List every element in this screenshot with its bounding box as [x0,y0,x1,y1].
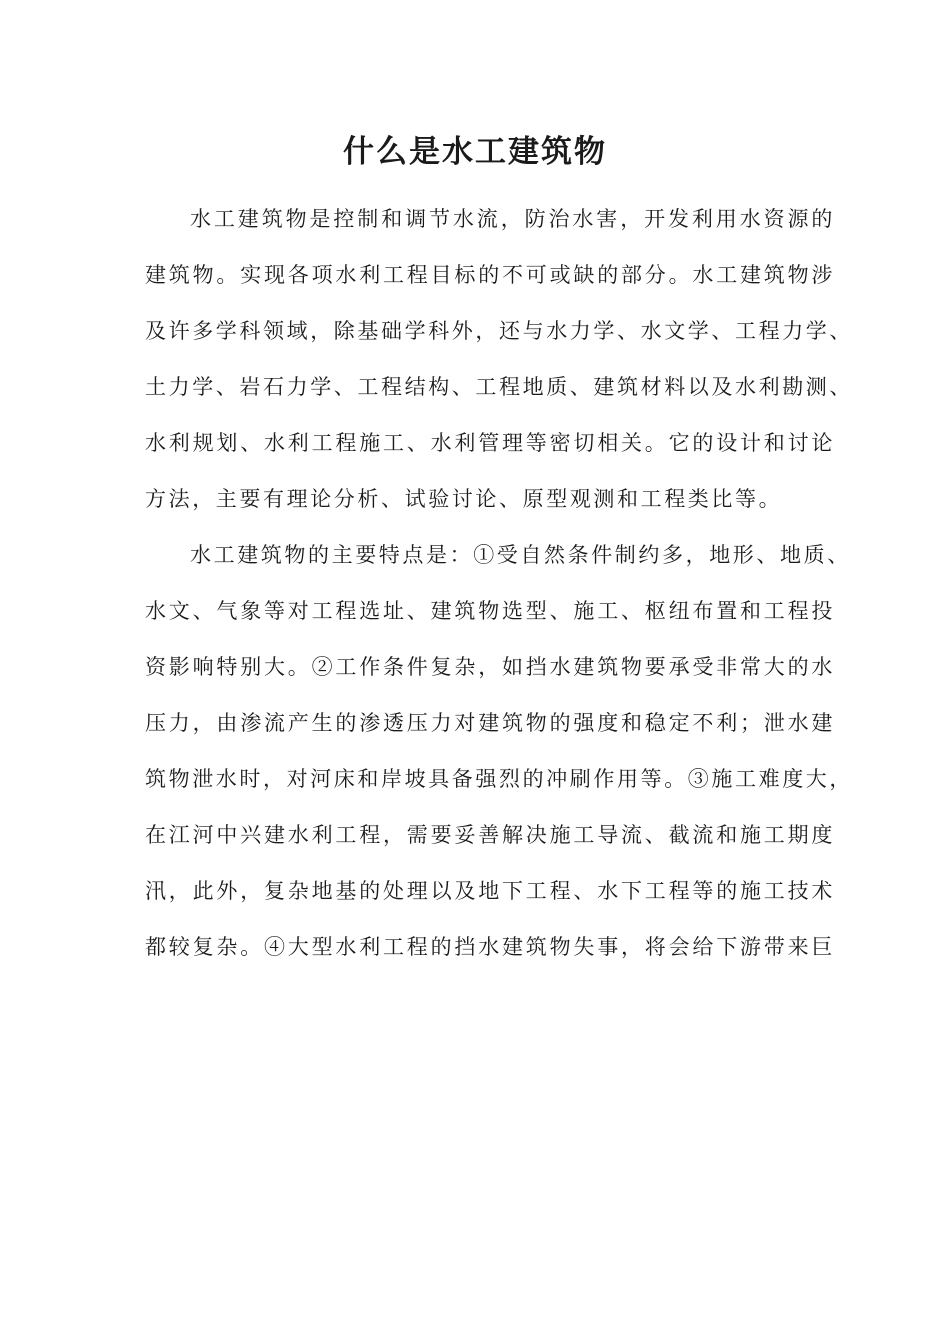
paragraph-2-line-7: 汛，此外，复杂地基的处理以及地下工程、水下工程等的施工技术 [145,879,835,903]
paragraph-1-line-5: 水利规划、水利工程施工、水利管理等密切相关。它的设计和讨论 [145,431,835,455]
paragraph-1-line-2: 建筑物。实现各项水利工程目标的不可或缺的部分。水工建筑物涉 [145,263,835,287]
paragraph-2-line-5: 筑物泄水时，对河床和岸坡具备强烈的冲刷作用等。③施工难度大， [145,767,853,791]
paragraph-1-line-1: 水工建筑物是控制和调节水流，防治水害，开发利用水资源的 [190,207,835,231]
paragraph-2-line-2: 水文、气象等对工程选址、建筑物选型、施工、枢纽布置和工程投 [145,599,835,623]
paragraph-1-line-6: 方法，主要有理论分析、试验讨论、原型观测和工程类比等。 [145,487,783,511]
paragraph-1-line-3: 及许多学科领域，除基础学科外，还与水力学、水文学、工程力学、 [145,319,853,343]
paragraph-2-line-8: 都较复杂。④大型水利工程的挡水建筑物失事，将会给下游带来巨 [145,935,835,959]
document-body [145,197,853,981]
paragraph-1-line-4: 土力学、岩石力学、工程结构、工程地质、建筑材料以及水利勘测、 [145,375,853,399]
document-title: 什么是水工建筑物 [343,134,607,170]
paragraph-2-line-4: 压力，由渗流产生的渗透压力对建筑物的强度和稳定不利；泄水建 [145,711,835,735]
paragraph-2-line-6: 在江河中兴建水利工程，需要妥善解决施工导流、截流和施工期度 [145,823,835,847]
paragraph-2-line-1: 水工建筑物的主要特点是：①受自然条件制约多，地形、地质、 [190,543,851,567]
paragraph-2-line-3: 资影响特别大。②工作条件复杂，如挡水建筑物要承受非常大的水 [145,655,835,679]
